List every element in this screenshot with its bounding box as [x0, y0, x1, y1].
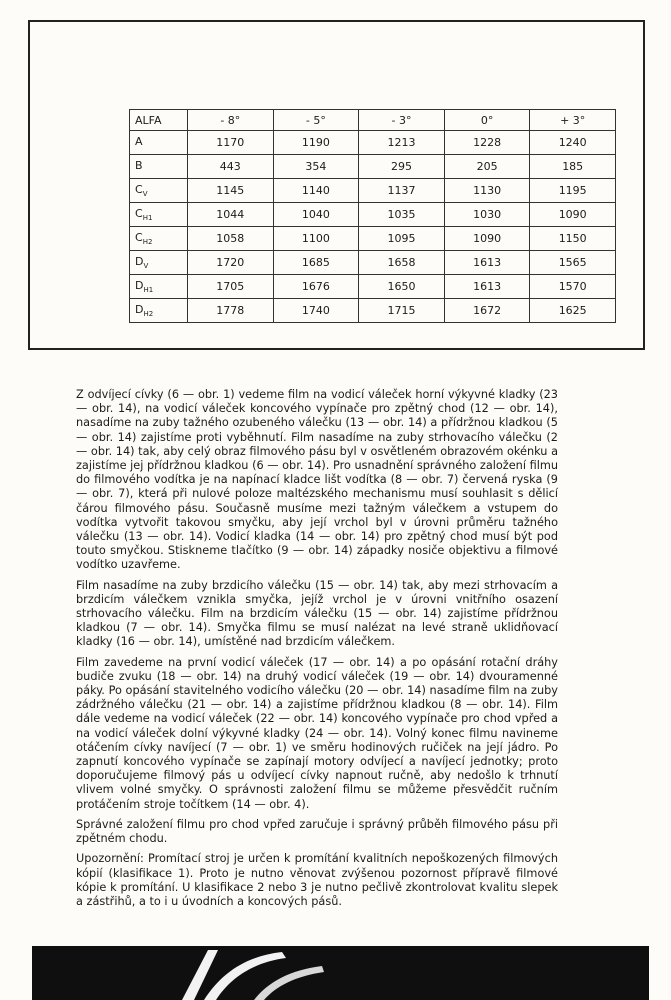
table-cell: 1672 — [444, 299, 530, 323]
table-cell: 443 — [188, 155, 274, 179]
table-cell: 1213 — [359, 131, 445, 155]
table-cell: 1090 — [530, 203, 616, 227]
table-cell: 1658 — [359, 251, 445, 275]
table-cell: 1570 — [530, 275, 616, 299]
row-label: $C_{H1}$ — [130, 203, 188, 227]
table-cell: 1195 — [530, 179, 616, 203]
paragraph: Upozornění: Promítací stroj je určen k promítání kvalitních nepoškozených filmových kópií (klasifikace 1). Proto je nutno věnovat zvýšenou pozornost přípravě filmové kópie k promítání. U klasifikace 2 nebo 3 je nutno pečlivě zkontrolovat kvalitu slepek a zástřihů, a to i u úvodních a koncových pásů. — [76, 852, 558, 908]
paragraph: Správné založení filmu pro chod vpřed zaručuje i správný průběh filmového pásu při zpětném chodu. — [76, 817, 558, 846]
table-cell: 205 — [444, 155, 530, 179]
table-cell: 1035 — [359, 203, 445, 227]
table-cell: 185 — [530, 155, 616, 179]
table-frame — [28, 20, 645, 350]
table-cell: 1228 — [444, 131, 530, 155]
row-label: $D_{H1}$ — [130, 275, 188, 299]
table-row — [130, 275, 616, 299]
table-cell: 1170 — [188, 131, 274, 155]
table-cell: 1740 — [273, 299, 359, 323]
header-alfa: ALFA — [130, 110, 188, 131]
table-cell: 1140 — [273, 179, 359, 203]
table-cell: 1058 — [188, 227, 274, 251]
table-cell: 1565 — [530, 251, 616, 275]
table-cell: 1150 — [530, 227, 616, 251]
table-cell: 1650 — [359, 275, 445, 299]
angle-values-table — [129, 109, 616, 323]
table-cell: 1715 — [359, 299, 445, 323]
table-cell: 1090 — [444, 227, 530, 251]
row-label: B — [130, 155, 188, 179]
table-row — [130, 251, 616, 275]
table-cell: 1100 — [273, 227, 359, 251]
table-cell: 1044 — [188, 203, 274, 227]
table-header-row — [130, 110, 616, 131]
header-cell: - 8° — [188, 110, 274, 131]
decorative-footer-graphic — [32, 946, 649, 1000]
paragraph: Film zavedeme na první vodicí váleček (17 — obr. 14) a po opásání rotační dráhy budiče zvuku (18 — obr. 14) na druhý vodicí váleček (19 — obr. 14) dvouramenné páky. Po opásání stavitelného vodicího válečku (20 — obr. 14) nasadíme film na zuby zádržného válečku (21 — obr. 14) a zajistíme přídržnou kladkou (8 — obr. 14). Film dále vedeme na vodicí váleček (22 — obr. 14) koncového vypínače pro chod vpřed a na vodicí váleček dolní výkyvné kladky (24 — obr. 14). Volný konec filmu navineme otáčením cívky navíjecí (7 — obr. 1) ve směru hodinových ručiček na její jádro. Po zapnutí koncového vypínače se zapínají motory odvíjecí a navíjecí jednotky; proto doporučujeme filmový pás u odvíjecí cívky napnout ručně, aby nedošlo k trhnutí vlivem volné smyčky. O správnosti založení filmu se můžeme přesvědčit ručním protáčením stroje točítkem (14 — obr. 4). — [76, 655, 558, 811]
table-cell: 1145 — [188, 179, 274, 203]
table-cell: 1685 — [273, 251, 359, 275]
header-cell: + 3° — [530, 110, 616, 131]
table-cell: 295 — [359, 155, 445, 179]
row-label: A — [130, 131, 188, 155]
table-cell: 354 — [273, 155, 359, 179]
table-cell: 1676 — [273, 275, 359, 299]
table-cell: 1040 — [273, 203, 359, 227]
table-cell: 1030 — [444, 203, 530, 227]
table-row — [130, 227, 616, 251]
swoosh-graphic — [32, 946, 649, 1000]
paragraph: Film nasadíme na zuby brzdicího válečku (15 — obr. 14) tak, aby mezi strhovacím a brzdicím válečkem vznikla smyčka, jejíž vrchol je v úrovni vnitřního osazení strhovacího válečku. Film na brzdicím válečku (15 — obr. 14) zajistíme přídržnou kladkou (7 — obr. 14). Smyčka filmu se musí nalézat na levé straně uklidňovací kladky (16 — obr. 14), umístěné nad brzdicím válečkem. — [76, 578, 558, 649]
row-label: $D_{H2}$ — [130, 299, 188, 323]
table-row — [130, 155, 616, 179]
table-row — [130, 299, 616, 323]
table-cell: 1240 — [530, 131, 616, 155]
row-label: $D_V$ — [130, 251, 188, 275]
row-label: $C_V$ — [130, 179, 188, 203]
table-cell: 1137 — [359, 179, 445, 203]
header-cell: 0° — [444, 110, 530, 131]
table-cell: 1720 — [188, 251, 274, 275]
table-cell: 1130 — [444, 179, 530, 203]
table-cell: 1778 — [188, 299, 274, 323]
row-label: $C_{H2}$ — [130, 227, 188, 251]
table-cell: 1190 — [273, 131, 359, 155]
instructions-text — [76, 388, 558, 915]
table-cell: 1613 — [444, 275, 530, 299]
table-cell: 1613 — [444, 251, 530, 275]
table-row — [130, 203, 616, 227]
table-row — [130, 131, 616, 155]
header-cell: - 5° — [273, 110, 359, 131]
table-cell: 1625 — [530, 299, 616, 323]
table-cell: 1705 — [188, 275, 274, 299]
table-cell: 1095 — [359, 227, 445, 251]
paragraph: Z odvíjecí cívky (6 — obr. 1) vedeme film na vodicí váleček horní výkyvné kladky (23 — obr. 14), na vodicí váleček koncového vypínače pro zpětný chod (12 — obr. 14), nasadíme na zuby tažného ozubeného válečku (13 — obr. 14) a přídržnou kladkou (5 — obr. 14) zajistíme proti vyběhnutí. Film nasadíme na zuby strhovacího válečku (2 — obr. 14) tak, aby celý obraz filmového pásu byl v osvětleném obrazovém okénku a zajistíme jej přídržnou kladkou (6 — obr. 14). Pro usnadnění správného založení filmu do filmového vodítka je na napínací kladce lišt vodítka (8 — obr. 7) červená ryska (9 — obr. 7), která při nulové poloze maltézského mechanismu musí souhlasit s dělicí čárou filmového pásu. Současně musíme mezi tažným válečkem a vstupem do vodítka vytvořit takovou smyčku, aby její vrchol byl v úrovni průměru tažného válečku (13 — obr. 14). Vodicí kladka (14 — obr. 14) pro zpětný chod musí být pod touto smyčkou. Stiskneme tlačítko (9 — obr. 14) západky nosiče objektivu a filmové vodítko uzavřeme. — [76, 388, 558, 572]
table-row — [130, 179, 616, 203]
header-cell: - 3° — [359, 110, 445, 131]
